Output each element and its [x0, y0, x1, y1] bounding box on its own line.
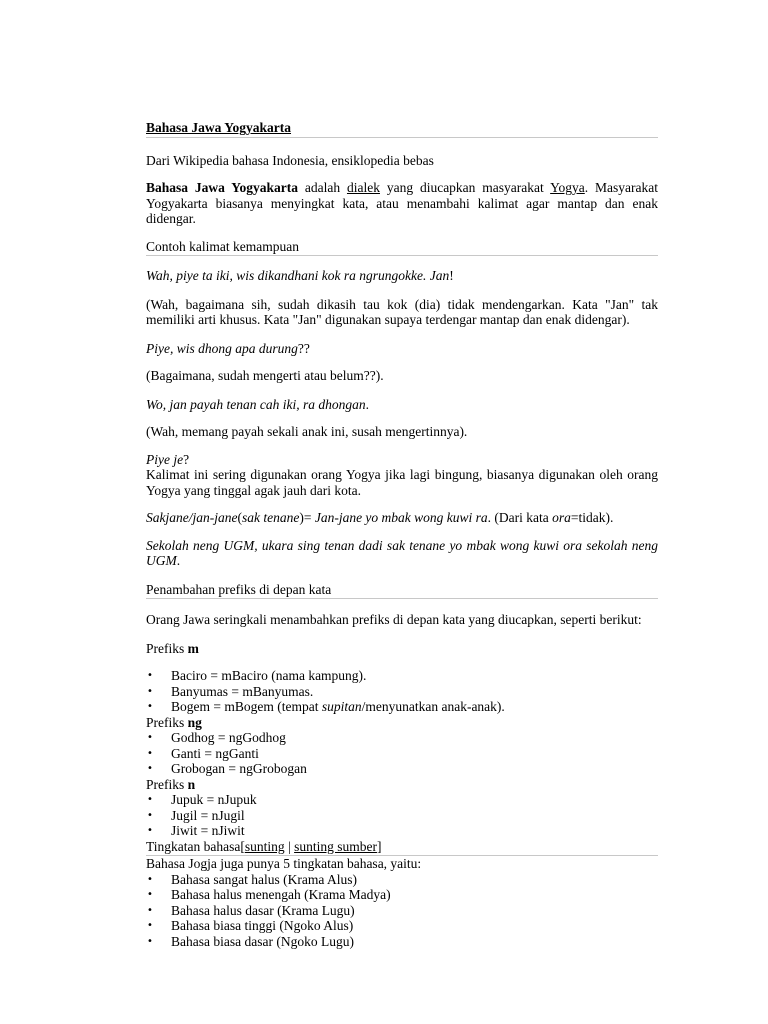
list-item: • Jiwit = nJiwit [146, 823, 658, 839]
list-item: • Ganti = ngGanti [146, 746, 658, 762]
prefiks-letter: m [187, 640, 199, 656]
example-punct: . [176, 553, 181, 568]
example-translation: (Wah, bagaimana sih, sudah dikasih tau kok (dia) tidak mendengarkan. Kata "Jan" tak memiliki arti khusus. Kata "Jan" digunakan supaya terdengar mantap dan enak didengar). [146, 296, 658, 327]
list-item: • Bahasa halus dasar (Krama Lugu) [146, 903, 658, 919]
example-sentence [146, 510, 658, 526]
example-italic: Wah, piye ta iki, wis dikandhani kok ra ngrungokke. Jan [146, 268, 450, 283]
intro-bold-term: Bahasa Jawa Yogyakarta [146, 180, 298, 195]
list-item: • Jugil = nJugil [146, 808, 658, 824]
yogya-link[interactable]: Yogya [550, 180, 585, 195]
list-item: • Jupuk = nJupuk [146, 792, 658, 808]
intro-text: adalah [298, 180, 347, 195]
example-italic: sak tenane [241, 510, 300, 525]
example-punct: ! [449, 268, 454, 283]
source-line: Dari Wikipedia bahasa Indonesia, ensiklopedia bebas [146, 152, 434, 168]
edit-bracket: ] [376, 838, 382, 854]
list-item-italic: supitan [321, 699, 362, 714]
prefiks-intro: Orang Jawa seringkali menambahkan prefiks di depan kata yang diucapkan, seperti berikut: [146, 612, 642, 627]
example-translation: (Wah, memang payah sekali anak ini, susah mengertinnya). [146, 424, 468, 439]
list-item-text: /menyunatkan anak-anak). [361, 699, 505, 714]
example-italic: Jan-jane yo mbak wong kuwi ra [314, 510, 488, 525]
tingkatan-intro: Bahasa Jogja juga punya 5 tingkatan bahasa, yaitu: [146, 856, 422, 871]
prefiks-m-list [146, 668, 658, 715]
example-italic: Piye je [146, 451, 184, 467]
prefiks-letter: ng [187, 714, 202, 730]
intro-paragraph [146, 180, 658, 227]
example-italic: Sekolah neng UGM, ukara sing tenan dadi sak tenane yo mbak wong kuwi ora sekolah neng UGM [146, 537, 658, 568]
section-heading-prefiks: Penambahan prefiks di depan kata [146, 582, 658, 600]
prefiks-letter: n [187, 776, 196, 792]
example-italic: ora [552, 510, 571, 525]
example-sentence [146, 268, 658, 284]
example-text: =tidak). [570, 510, 614, 525]
prefiks-n-label [146, 777, 658, 793]
page-title [146, 120, 658, 138]
list-item: • Bahasa biasa tinggi (Ngoko Alus) [146, 918, 658, 934]
example-sentence [146, 452, 658, 468]
example-punct: ?? [297, 340, 310, 356]
edit-source-link[interactable]: sunting sumber [294, 838, 377, 854]
list-item: • Bahasa sangat halus (Krama Alus) [146, 872, 658, 888]
section-heading-text: Tingkatan bahasa [146, 838, 241, 854]
example-text: )= [299, 510, 315, 525]
list-item: • Bahasa halus menengah (Krama Madya) [146, 887, 658, 903]
example-punct: ? [183, 451, 190, 467]
edit-bracket: [ [240, 838, 245, 854]
tingkatan-list [146, 872, 658, 950]
example-punct: . [365, 396, 369, 412]
prefiks-m-label [146, 641, 658, 657]
section-heading-contoh: Contoh kalimat kemampuan [146, 239, 658, 257]
prefiks-ng-list [146, 730, 658, 777]
list-item: • Grobogan = ngGrobogan [146, 761, 658, 777]
prefiks-label-text: Prefiks [146, 776, 188, 792]
example-sentence [146, 397, 658, 413]
example-translation: (Bagaimana, sudah mengerti atau belum??). [146, 368, 384, 383]
dialek-link[interactable]: dialek [346, 180, 380, 195]
page-title-text: Bahasa Jawa Yogyakarta [146, 120, 292, 135]
edit-link[interactable]: sunting [244, 838, 285, 854]
example-sentence [146, 341, 658, 357]
example-sentence [146, 538, 658, 569]
example-text: . (Dari kata [487, 510, 553, 525]
example-italic: Sakjane/jan-jane [146, 510, 238, 525]
list-item: • Bahasa biasa dasar (Ngoko Lugu) [146, 934, 658, 950]
intro-text: yang diucapkan masyarakat [379, 180, 551, 195]
edit-separator: | [284, 838, 295, 854]
list-item [146, 699, 658, 715]
example-italic: Piye, wis dhong apa durung [146, 340, 298, 356]
prefiks-ng-label [146, 715, 658, 731]
list-item: • Baciro = mBaciro (nama kampung). [146, 668, 658, 684]
prefiks-label-text: Prefiks [146, 714, 188, 730]
intro-text: . Masyarakat Yogyakarta biasanya menyingkat kata, atau menambahi kalimat agar mantap dan enak didengar. [146, 180, 658, 226]
list-item: • Banyumas = mBanyumas. [146, 684, 658, 700]
example-italic: Wo, jan payah tenan cah iki, ra dhongan [146, 396, 366, 412]
document-content [146, 120, 658, 949]
list-item: • Godhog = ngGodhog [146, 730, 658, 746]
example-text: ( [237, 510, 242, 525]
prefiks-n-list [146, 792, 658, 839]
list-item-text: Bogem = mBogem (tempat [171, 699, 322, 714]
prefiks-label-text: Prefiks [146, 640, 188, 656]
section-heading-tingkatan [146, 839, 658, 857]
example-translation: Kalimat ini sering digunakan orang Yogya jika lagi bingung, biasanya digunakan oleh orang Yogya yang tinggal agak jauh dari kota. [146, 467, 658, 498]
